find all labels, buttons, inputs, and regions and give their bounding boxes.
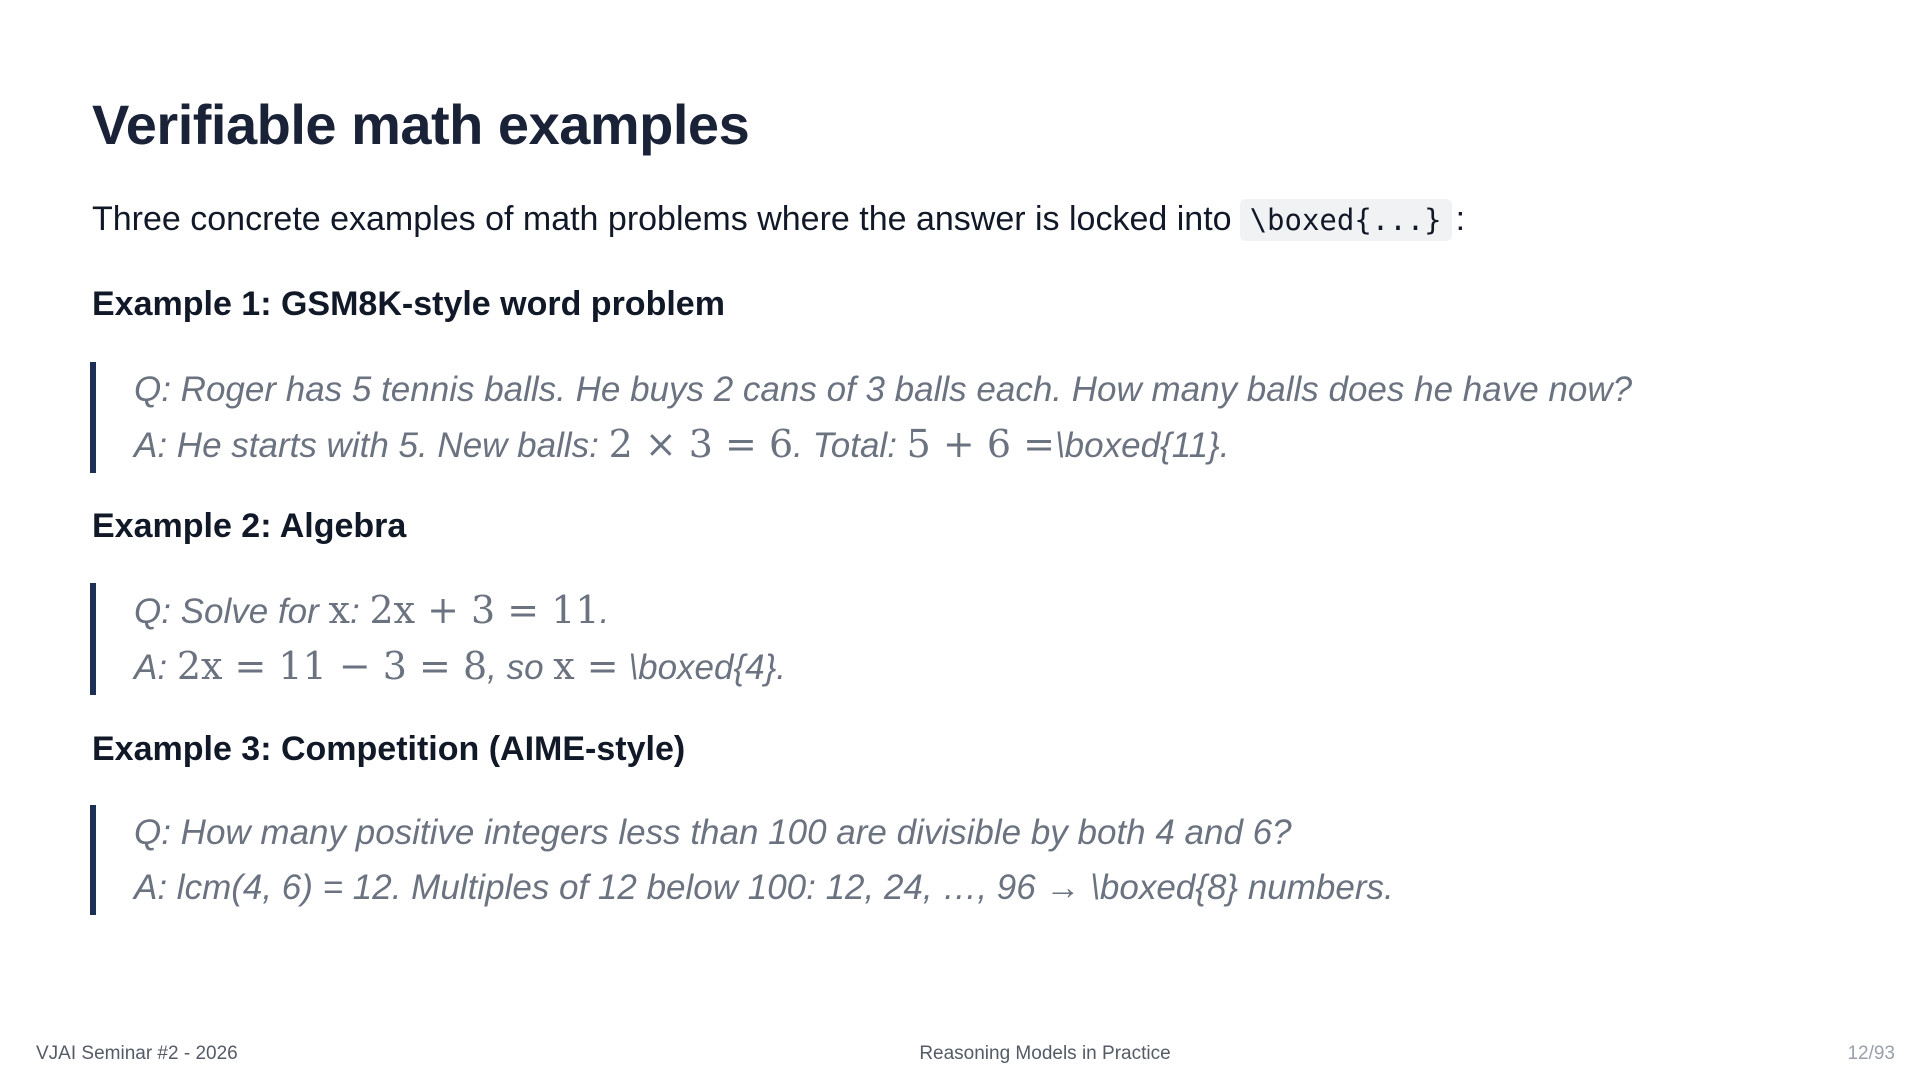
example-3-blockquote <box>90 805 1394 915</box>
example-1-answer <box>134 417 1632 473</box>
page-title: Verifiable math examples <box>92 93 750 156</box>
example-2-question-var: x <box>328 588 350 632</box>
example-2-answer-boxed: \boxed{4}. <box>628 648 787 687</box>
example-2-blockquote <box>90 583 786 695</box>
example-3-question: Q: How many positive integers less than 100 are divisible by both 4 and 6? <box>134 813 1292 852</box>
example-2-heading: Example 2: Algebra <box>92 507 407 545</box>
example-2-question-equation: 2x + 3 = 11 <box>369 588 600 632</box>
example-3-heading: Example 3: Competition (AIME-style) <box>92 730 686 768</box>
example-2-answer <box>134 639 786 695</box>
example-2-answer-equation: 2x = 11 − 3 = 8 <box>176 644 488 688</box>
example-1-heading: Example 1: GSM8K-style word problem <box>92 285 725 323</box>
intro-paragraph <box>92 200 1465 239</box>
footer-seminar: VJAI Seminar #2 - 2026 <box>36 1043 238 1064</box>
example-2-answer-prefix: A: <box>134 648 168 687</box>
example-2-answer-var: x = <box>553 644 619 688</box>
example-1-answer-prefix: A: He starts with 5. New balls: <box>134 426 599 465</box>
footer-talk-title: Reasoning Models in Practice <box>919 1043 1171 1064</box>
example-2-question-colon: : <box>349 592 360 631</box>
footer-page-number: 12/93 <box>1847 1043 1895 1064</box>
inline-code: \boxed{...} <box>1240 199 1452 241</box>
example-2-question-prefix: Q: Solve for <box>134 592 319 631</box>
example-1-answer-boxed: \boxed{11}. <box>1054 426 1230 465</box>
example-1-answer-mid: . Total: <box>793 426 897 465</box>
intro-suffix: : <box>1455 200 1466 238</box>
example-3-answer: A: lcm(4, 6) = 12. Multiples of 12 below 100: 12, 24, …, 96 → \boxed{8} numbers. <box>134 868 1394 907</box>
example-2-question-end: . <box>599 592 610 631</box>
example-2-question <box>134 583 786 639</box>
example-2-answer-mid: , so <box>487 648 544 687</box>
example-1-math-sum: 5 + 6 = <box>906 422 1055 466</box>
example-1-question: Q: Roger has 5 tennis balls. He buys 2 cans of 3 balls each. How many balls does he have now? <box>134 370 1633 409</box>
intro-text: Three concrete examples of math problems where the answer is locked into <box>92 200 1232 238</box>
example-1-blockquote <box>90 362 1632 473</box>
example-1-math-product: 2 × 3 = 6 <box>608 422 794 466</box>
